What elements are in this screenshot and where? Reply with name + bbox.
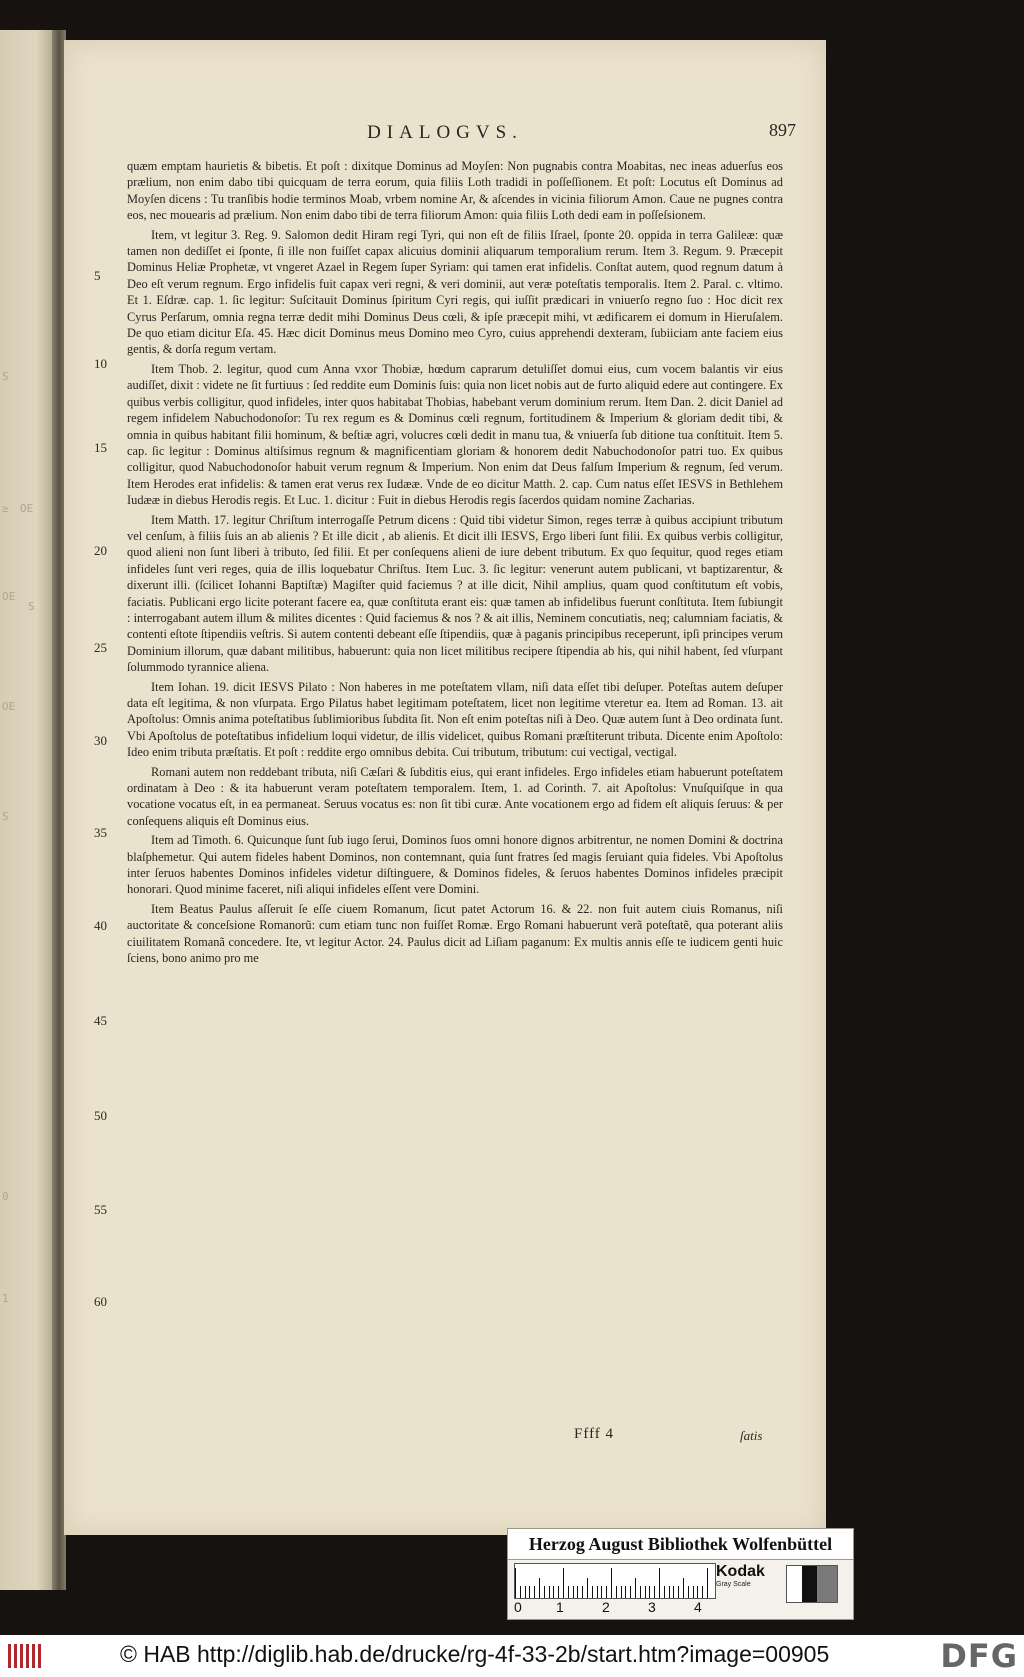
scale-tick <box>587 1578 588 1598</box>
scale-tick <box>664 1586 665 1598</box>
scale-tick <box>601 1586 602 1598</box>
credit-link[interactable]: © HAB http://diglib.hab.de/drucke/rg-4f-33-2b/start.htm?image=00905 <box>120 1641 830 1667</box>
scale-tick <box>654 1586 655 1598</box>
left-page-ghost-mark: S <box>2 370 9 383</box>
line-number: 5 <box>94 268 101 283</box>
scale-tick <box>673 1586 674 1598</box>
line-number: 15 <box>94 440 107 455</box>
scale-tick <box>645 1586 646 1598</box>
scale-tick <box>702 1586 703 1598</box>
scale-tick <box>707 1568 708 1598</box>
scale-tick <box>549 1586 550 1598</box>
scale-tick <box>649 1586 650 1598</box>
scale-tick <box>683 1578 684 1598</box>
scale-tick <box>534 1586 535 1598</box>
scale-tick <box>611 1568 612 1598</box>
scale-tick <box>553 1586 554 1598</box>
scale-number: 1 <box>556 1599 564 1615</box>
left-page-ghost-mark: S <box>28 600 35 613</box>
left-page-edge <box>0 30 52 1590</box>
scale-tick <box>577 1586 578 1598</box>
scale-tick <box>697 1586 698 1598</box>
line-number: 10 <box>94 356 107 371</box>
scale-tick <box>515 1568 516 1598</box>
scale-number: 0 <box>514 1599 522 1615</box>
line-number: 55 <box>94 1202 107 1217</box>
line-number: 30 <box>94 733 107 748</box>
scale-tick <box>678 1586 679 1598</box>
paragraph: Item Beatus Paulus aſſeruit ſe eſſe ciuem Romanum, ſicut patet Actorum 16. & 22. non fuit autem ciuis Romanus, niſi auctoritate & conceſsione Romanorũ: cum etiam tunc non fuiſſet Romæ. Ergo Romani habuerunt verã poteſtatẽ, qua poterant aliis ciuilitatem Romanã concedere. Ite, vt legitur Actor. 24. Paulus dicit ad Liſiam paganum: Ex multis annis eſſe te iudicem genti huic ſciens, bono animo pro me <box>127 901 783 966</box>
scale-number: 3 <box>648 1599 656 1615</box>
left-page-ghost-mark: 0 <box>2 1190 9 1203</box>
left-page-ghost-mark: S <box>2 810 9 823</box>
signature-mark: Ffff 4 <box>574 1426 615 1442</box>
left-page-ghost-mark: OE <box>20 502 34 515</box>
scale-tick <box>597 1586 598 1598</box>
credit-bar <box>0 1635 1024 1677</box>
scale-tick <box>669 1586 670 1598</box>
library-name: Herzog August Bibliothek Wolfenbüttel <box>508 1529 853 1560</box>
running-head <box>64 122 826 148</box>
scale-tick <box>606 1586 607 1598</box>
page-number: 897 <box>769 120 796 140</box>
main-text <box>127 158 783 970</box>
scale-labels <box>514 1599 724 1617</box>
scale-tick <box>539 1578 540 1598</box>
scale-number: 4 <box>694 1599 702 1615</box>
running-title: DIALOGVS. <box>367 122 523 143</box>
catchword: ſatis <box>740 1428 763 1443</box>
scale-tick <box>544 1586 545 1598</box>
scale-tick <box>693 1586 694 1598</box>
library-color-card <box>507 1528 854 1620</box>
scale-tick <box>688 1586 689 1598</box>
paragraph: Item Thob. 2. legitur, quod cum Anna vxor Thobiæ, hœdum caprarum detuliſſet domui eius, cum vocem balantis vir eius audiſſet, dixit : videte ne ſit furtiuus : ſed reddite eum Dominis ſuis: quia non licet nobis aut de furto aliquid edere aut contingere. Ex quibus verbis colligitur, quod infideles, inter quos habitabat Thobias, habebant verum dominium rerum. Item Dan. 2. dicit Daniel ad regem infidelem Nabuchodonoſor: Tu rex regum es & Dominus cœli regnum, fortitudinem & Imperium & gloriam dedit tibi, & omnia in quibus habitant filii hominum, & beſtiæ agri, volucres cœli dedit in manu tua, & vniuerſa ſub ditione tua conſtituit. Item 5. cap. ſic legitur : Dominus altiſsimus regnum & magnificentiam gloriam & honorem dedit Nabuchodonoſor patri tuo. Ex quibus colligitur, quod Nabuchodonoſor habuit verum regnum & Imperium. Non enim dat Deus falſum Imperium & regnum, ſed verum. Item Herodes erat infidelis: & tamen erat verus rex Iudææ. Vnde de eo dicitur Matth. 2. cap. Cum natus eſſet IESVS in Bethlehem Iudææ in diebus Herodis regis. Et Luc. 1. dicitur : Fuit in diebus Herodis regis ſacerdos quidam nomine Zacharias. <box>127 361 783 508</box>
scale-tick <box>625 1586 626 1598</box>
left-page-ghost-mark: OE <box>2 590 16 603</box>
paragraph: Item Iohan. 19. dicit IESVS Pilato : Non haberes in me poteſtatem vllam, niſi data eſſet tibi deſuper. Poteſtas autem deſuper data eſt legitima, & non vſurpata. Ergo Pilatus habet legitimam poteſtatem, licet non legitime vteretur ea. Item ad Roman. 13. ait Apoſtolus: Omnis anima poteſtatibus ſublimioribus ſubdita ſit. Non eſt enim poteſtas niſi à Deo. Quæ autem ſunt à Deo ordinata ſunt. Vbi Apoſtolus de poteſtatibus infidelium loqui videtur, de illis videlicet, quibus Romani præſtiterunt tributa. Dicente enim Apoſtolo: Ideo enim tributa præſtatis. Et poſt : reddite ergo omnibus debita. Cui tributum, tributum: cui vectigal, vectigal. <box>127 679 783 760</box>
paragraph: Item, vt legitur 3. Reg. 9. Salomon dedit Hiram regi Tyri, qui non eſt de filiis Iſrael, ſponte 20. oppida in terra Galileæ: quæ tamen non dediſſet ei ſponte, ſi ille non fuiſſet capax alicuius dominii aliquarum temporalium rerum. Item 3. Regum. 9. Præcepit Dominus Heliæ Prophetæ, vt vngeret Azael in Regem ſuper Syriam: qui tamen erat infidelis. Conſtat autem, quod regnum datum à Deo eſt verum regnum. Ergo infidelis fuit capax veri regni, & veri dominii, aut veræ poteſtatis temporalis. Item 2. Paral. c. vltimo. Et 1. Eſdræ. cap. 1. ſic legitur: Suſcitauit Dominus ſpiritum Cyri regis, qui iuſſit prædicari in vniuerſo regno ſuo : Hoc dicit rex Cyrus Perſarum, omnia regna terræ dedit mihi Dominus Deus cœli, & ipſe præcepit mihi, vt ædificarem ei domum in Hieruſalem. De quo etiam dicitur Eſa. 45. Hæc dicit Dominus meus Domino meo Cyro, cuius apprehendi dexteram, ſubiiciam ante faciem eius gentis, & dorſa regum vertam. <box>127 227 783 357</box>
paragraph: Item Matth. 17. legitur Chriſtum interrogaſſe Petrum dicens : Quid tibi videtur Simon, reges terræ à quibus accipiunt tributum vel cenſum, à filiis ſuis an ab alienis ? Et ille dicit , ab alienis. Et dicit illi IESVS, Ergo liberi ſunt filii. Ex quibus verbis colligitur, quod alieni non ſunt liberi à tributo, ſed filii. Et per conſequens alieni de iure debent tributum. Ex quo ſequitur, quod reges etiam infideles ſunt veri reges, quia de illis loquebatur Chriſtus. Item Luc. 3. ſic legitur: venerunt autem publicani, vt baptizarentur, & dixerunt illi. (ſcilicet Iohanni Baptiſtæ) Magiſter quid faciemus ? at ille dicit, Nihil amplius, quam quod conſtitutum eſt vobis, faciatis. Publicani ergo licite poterant facere ea, quæ conſtituta erant eis: quæ tamen ab infidelibus fuerunt conſtituta. Item ſubiungit : interrogabant autem illum & milites dicentes : Quid faciemus & nos ? & ait illis, Neminem concutiatis, neq; calumniam faciatis, & contenti eſtote ſtipendiis veſtris. Si autem contenti debeant eſſe ſtipendiis, quæ à paganis principibus receperunt, ipſi principes verum Dominium illorum, quæ dabant militibus, habuerunt: quia non licet militibus recipere ſtipendia ab his, qui nihil habent, ſed vſurpant ſolummodo tyrannice aliena. <box>127 512 783 675</box>
scale-tick <box>558 1586 559 1598</box>
scale-tick <box>525 1586 526 1598</box>
line-number: 45 <box>94 1013 107 1028</box>
kodak-label <box>716 1563 796 1603</box>
left-page-ghost-mark: ≥ <box>2 502 9 515</box>
paragraph: Romani autem non reddebant tributa, niſi Cæſari & ſubditis eius, qui erant infideles. Ergo infideles etiam habuerunt poteſtatem ordinatam à Deo : & ita habuerunt veram poteſtatem temporalem. Item, 1. ad Corinth. 7. ait Apoſtolus: Vnuſquiſque in qua vocatione vocatus eſt, in ea permaneat. Seruus vocatus es: non ſit tibi curæ. Ante vocationem ergo ad fidem eſt aliquis ſeruus: & per conſequens aliquis eſt Dominus eius. <box>127 764 783 828</box>
kodak-brand: Kodak <box>716 1563 765 1580</box>
scale-tick <box>563 1568 564 1598</box>
line-number: 50 <box>94 1108 107 1123</box>
page-footer <box>64 1426 826 1444</box>
left-page-ghost-mark: 1 <box>2 1292 9 1305</box>
scale-tick <box>640 1586 641 1598</box>
scale-number: 2 <box>602 1599 610 1615</box>
scale-tick <box>616 1586 617 1598</box>
left-page-ghost-mark: OE <box>2 700 16 713</box>
kodak-subtitle: Gray Scale <box>716 1581 751 1588</box>
line-number: 40 <box>94 918 107 933</box>
scale-tick <box>621 1586 622 1598</box>
scale-tick <box>659 1568 660 1598</box>
scale-tick <box>573 1586 574 1598</box>
paragraph: quæm emptam haurietis & bibetis. Et poſt : dixitque Dominus ad Moyſen: Non pugnabis contra Moabitas, nec ineas aduerſus eos prælium, non enim dabo tibi quicquam de terra eorum, quia filiis Loth tradidi in poſſeſſionem. Et poſt: Locutus eſt Dominus ad Moyſen dicens : Tu tranſibis hodie terminos Moab, vrbem nomine Ar, & aſcendes in vicinia filiorum Amon. Caue ne pugnes contra eos, nec mouearis ad prælium. Non enim dabo tibi de terra filiorum Amon: quia filiis Loth dedi eam in poſſeſsionem. <box>127 159 783 223</box>
scale-tick <box>582 1586 583 1598</box>
scale-tick <box>635 1578 636 1598</box>
scale-tick <box>592 1586 593 1598</box>
scale-tick <box>630 1586 631 1598</box>
hab-logo-icon <box>6 1641 44 1671</box>
scale-tick <box>520 1586 521 1598</box>
scale-tick <box>568 1586 569 1598</box>
gray-scale-chip <box>786 1565 838 1603</box>
book-page <box>64 40 826 1535</box>
line-number: 20 <box>94 543 107 558</box>
scale-tick <box>529 1586 530 1598</box>
line-number: 25 <box>94 640 107 655</box>
dfg-logo: DFG <box>940 1637 1018 1675</box>
line-number: 60 <box>94 1294 107 1309</box>
line-number: 35 <box>94 825 107 840</box>
paragraph: Item ad Timoth. 6. Quicunque ſunt ſub iugo ſerui, Dominos ſuos omni honore dignos arbitrentur, ne nomen Domini & doctrina blaſphemetur. Qui autem fideles habent Dominos, non contemnant, quia ſunt fratres ſed magis ſeruiant quia fideles. Vbi Apoſtolus inter ſeruos habentes Dominos infideles videtur diſtinguere, & Dominos fideles, & ſeruos habentes Dominos infideles præcipit honorari. Quod minime faceret, niſi aliqui infideles eſſent vere Domini. <box>127 833 783 897</box>
measurement-scale <box>514 1563 716 1599</box>
